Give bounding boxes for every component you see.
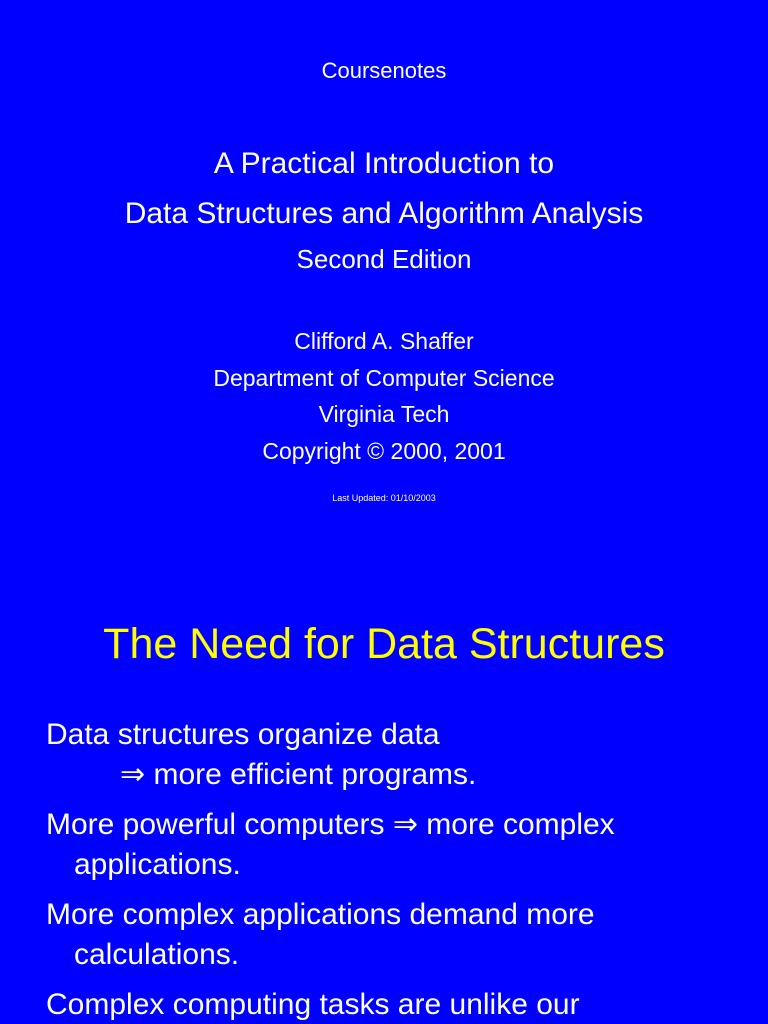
implies-arrow-icon: ⇒ [392,807,418,842]
content-slide [0,575,768,1024]
main-title-line-2: Data Structures and Algorithm Analysis [124,197,644,230]
bullet-list [46,715,746,1024]
slide-title: The Need for Data Structures [103,620,665,668]
implies-arrow-icon: ⇒ [120,757,146,792]
bullet-text: more efficient programs. [145,758,477,791]
bullet-text: Complex computing tasks are unlike our [46,988,580,1021]
bullet-item [46,985,746,1024]
bullet-item [46,715,746,755]
department-name: Department of Computer Science [213,365,555,391]
bullet-continuation: applications. [74,848,241,881]
bullet-subitem [46,755,746,795]
bullet-text: More powerful computers [46,808,393,841]
bullet-continuation: calculations. [74,938,240,971]
last-updated-note: Last Updated: 01/10/2003 [332,493,436,503]
bullet-text: More complex applications demand more [46,898,595,931]
bullet-item [46,805,746,885]
author-name: Clifford A. Shaffer [294,328,474,354]
bullet-text: more complex [417,808,615,841]
main-title-line-1: A Practical Introduction to [213,147,555,180]
coursenotes-label: Coursenotes [321,58,447,83]
edition-label: Second Edition [296,244,472,274]
bullet-item [46,895,746,975]
bullet-text: Data structures organize data [46,718,440,751]
copyright-notice: Copyright © 2000, 2001 [262,438,506,464]
university-name: Virginia Tech [318,401,450,427]
